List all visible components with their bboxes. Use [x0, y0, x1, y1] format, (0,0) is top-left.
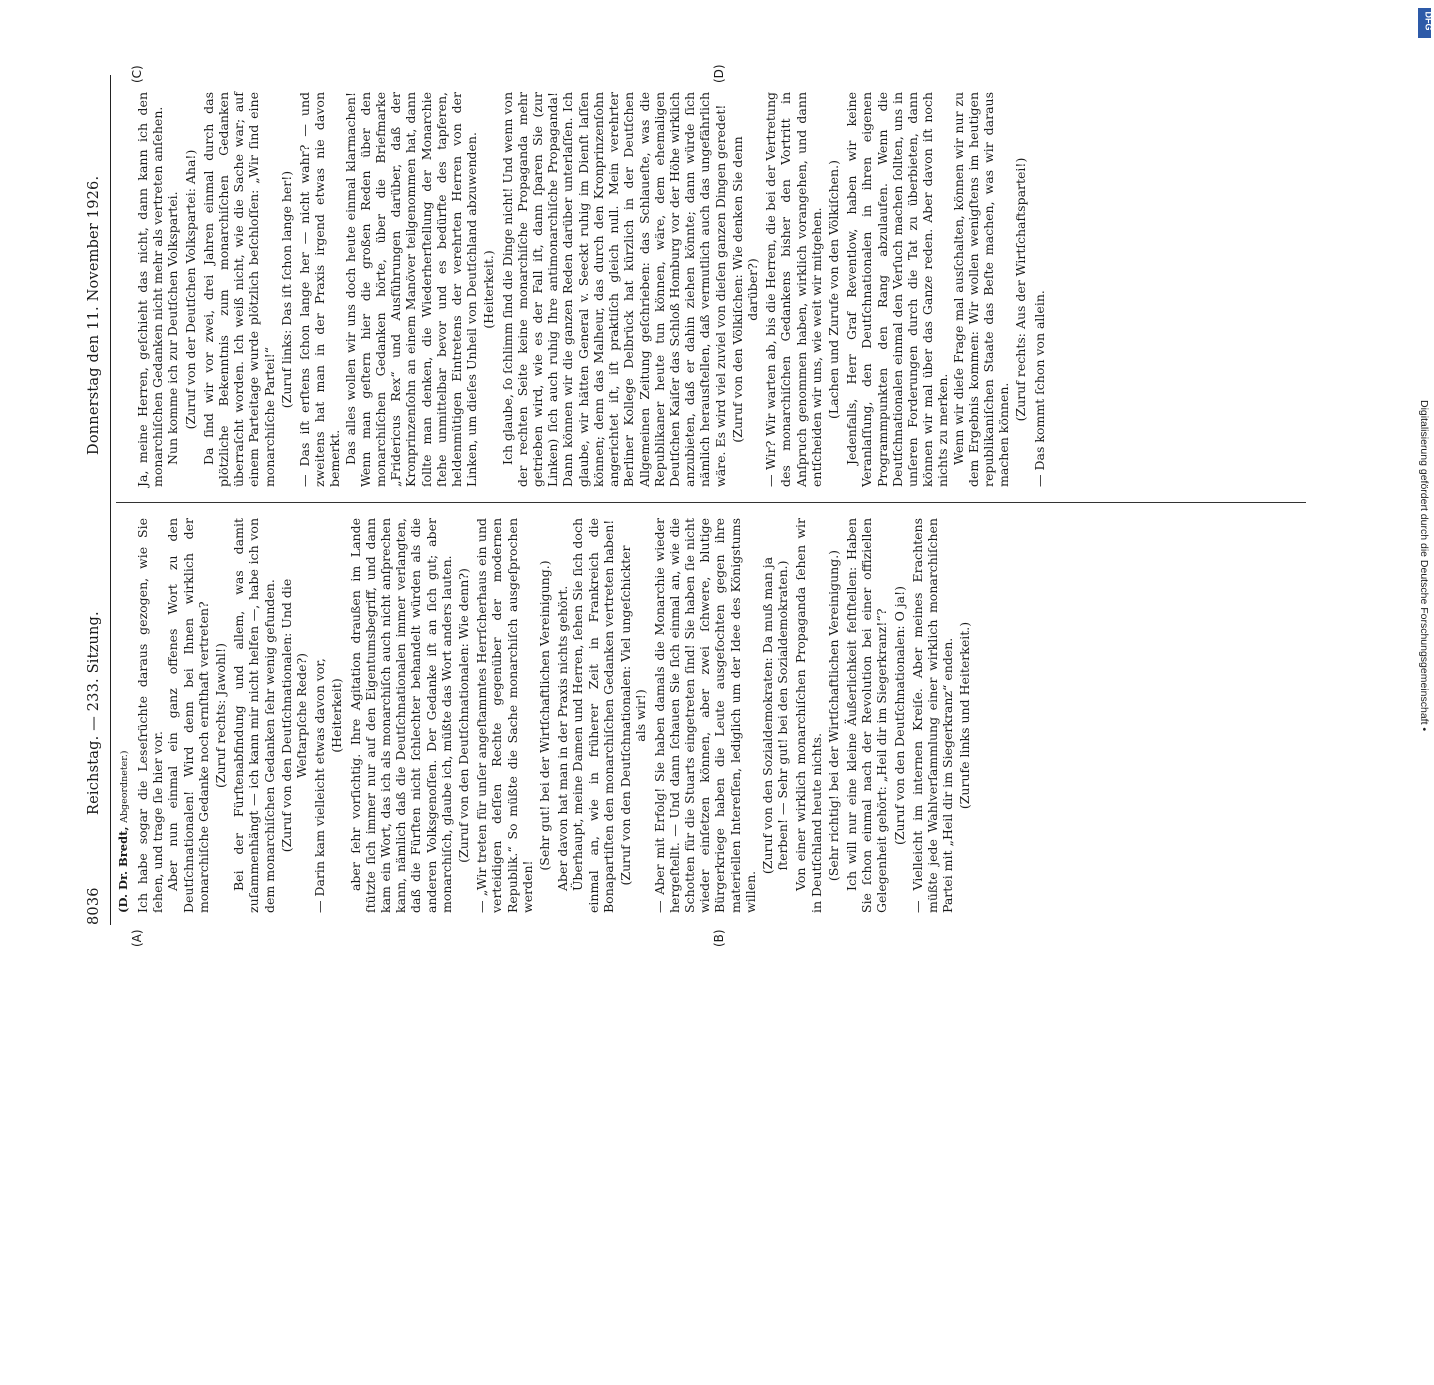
- paragraph: Ja, meine Herren, geſchieht das nicht, dann kann ich den monarchiſchen Gedanken nicht mehr als vertreten anſehen.: [135, 92, 166, 487]
- dfg-logo-text: DFG: [1423, 11, 1434, 31]
- speaker-role: Abgeordneter.): [119, 750, 130, 823]
- header-rule: [110, 75, 111, 925]
- paragraph: Aber nun einmal ein ganz offenes Wort zu den Deutſchnationalen! Wird denn bei Ihnen wirklich der monarchiſche Gedanke noch ernſthaft vertreten?: [165, 518, 211, 913]
- paragraph: — Aber mit Erfolg! Sie haben damals die Monarchie wieder hergeſtellt. — Und dann ſchauen Sie ſich einmal an, wie die Schotten für die Stuarts eingetreten ſind! Sie haben ſie nicht wieder einſetzen können, aber zwei ſchwere, blutige Bürgerkriege haben die Leute ausgefochten gegen ihre materiellen Intereſſen, lediglich um der Idee des Königstums willen.: [651, 518, 758, 913]
- paragraph: — „Wir treten für unſer angeſtammtes Herrſcherhaus ein und verteidigen deſſen Rechte gegenüber der modernen Republik.“ So müßte die Sache monarchiſch ausgeſprochen werden!: [474, 518, 535, 913]
- digitization-strip: [1412, 8, 1432, 993]
- interjection: (Zuruf von den Völkiſchen: Wie denken Sie denn darüber?): [729, 136, 760, 443]
- paragraph: Das alles wollen wir uns doch heute einmal klarmachen! Wenn man geſtern hier die großen Reden über den monarchiſchen Gedanken hörte, über die Briefmarke „Fridericus Rex“ und Ausführungen darüber, daß der Kronprinzenſohn an einem Manöver teilgenommen hat, dann ſollte man denken, die Wiederherſtellung der Monarchie ſtehe unmittelbar bevor und es bedürfte des tapferen, heldenmütigen Eintretens der verehrten Herren von der Linken, um dieſes Unheil von Deutſchland abzuwenden.: [342, 92, 480, 487]
- paragraph: — Vielleicht im internen Kreiſe. Aber meines Erachtens müßte jede Wahlverſammlung einer wirklich monarchiſchen Partei mit „Heil dir im Siegerkranz“ enden.: [909, 518, 956, 913]
- interjection: (Zuruf rechts: Aus der Wirtſchaftspartei!): [1013, 157, 1029, 422]
- interjection: (Zuruf rechts: Jawohl!): [213, 643, 229, 788]
- paragraph: — Das kommt ſchon von allein.: [1031, 290, 1047, 487]
- interjection: (Zuruf von der Deutſchen Volkspartei: Aha!): [182, 149, 198, 430]
- speaker-name: (D. Dr. Bredt,: [116, 826, 130, 913]
- session-title: Reichstag. — 233. Sitzung.: [86, 611, 102, 815]
- interjection: (Zuruf von den Deutſchnationalen: Und die Weſtarpſche Rede?): [278, 578, 310, 853]
- paragraph: — Darin kam vielleicht etwas davon vor,: [312, 658, 328, 913]
- interjection: (Heiterkeit.): [481, 250, 497, 329]
- speaker-label: [116, 750, 130, 913]
- margin-mark-a: (A): [130, 929, 144, 947]
- paragraph: Nun komme ich zur Deutſchen Volkspartei.: [165, 191, 181, 465]
- paragraph: Da ſind wir vor zwei, drei Jahren einmal durch das plötzliche Bekenntnis zum monarchiſchen Gedanken überraſcht worden. Ich weiß nicht, wie die Sache war; auf einem Parteitage wurde plötzlich beſchloſſen: „Wir ſind eine monarchiſche Partei!“: [200, 92, 277, 487]
- page-number: 8036: [86, 887, 102, 925]
- paragraph: Überhaupt, meine Damen und Herren, ſehen Sie ſich doch einmal an, wie in früherer Zeit in Frankreich die Bonapartiſten den monarchiſchen Gedanken vertreten haben!: [570, 518, 616, 913]
- interjection: (Zurufe links und Heiterkeit.): [957, 621, 973, 810]
- paragraph: aber ſehr vorſichtig. Ihre Agitation draußen im Lande ſtützte ſich immer nur auf den Eigentumsbegriff, und dann kam ein Wort, das ich als monarchiſch auch nicht anſprechen kann, nämlich daß die Deutſchnationalen immer verlangten, daß die Fürſten nicht ſchlechter behandelt würden als die anderen Volksgenoſſen. Der Gedanke iſt an ſich gut; aber monarchiſch, glaube ich, müßte das Wort anders lauten.: [347, 518, 454, 913]
- paragraph: Bei der Fürſtenabfindung und allem, was damit zuſammenhängt — ich kann mir nicht helfen —, habe ich von dem monarchiſchen Gedanken ſehr wenig gefunden.: [231, 518, 277, 913]
- paragraph: Ich habe sogar die Leseſrüchte daraus gezogen, wie Sie ſehen, und trage ſie hier vor.: [135, 518, 166, 913]
- document-page: [72, 64, 1392, 947]
- interjection: (Zuruf von den Deutſchnationalen: O ja!): [891, 585, 907, 846]
- paragraph: Ich glaube, ſo ſchlimm ſind die Dinge nicht! Und wenn von der rechten Seite keine monarchiſche Propaganda mehr getrieben wird, wie es der Fall iſt, dann ſparen Sie (zur Linken) ſich auch ruhig Ihre antimonarchiſche Propaganda! Dann können wir die ganzen Reden darüber unterlaſſen. Ich glaube, wir hätten General v. Seeckt ruhig im Dienſt laſſen können; denn das Malheur, das durch den Kronprinzenſohn angerichtet iſt, iſt praktiſch gleich null. Mein verehrter Berliner Kollege Delbrück hat kürzlich in der Deutſchen Allgemeinen Zeitung geſchrieben: das Schlaueſte, was die Republikaner heute tun können, wäre, dem ehemaligen Deutſchen Kaiſer das Schloß Homburg vor der Höhe wirklich anzubieten, daß er dahin ziehen könnte; dann würde ſich nämlich herausſtellen, daß vermutlich auch das ungefährlich wäre. Es wird viel zuviel von dieſen ganzen Dingen geredet!: [499, 92, 728, 487]
- right-column: [132, 92, 1047, 487]
- page-header: [86, 75, 112, 925]
- interjection: (Zuruf von den Deutſchnationalen: Viel ungeſchickter als wir!): [618, 545, 649, 886]
- paragraph: — Wir? Wir warten ab, bis die Herren, die bei der Vertretung des monarchiſchen Gedankens bisher den Vortritt in Anſpruch genommen haben, wirklich vorangehen, und dann entſcheiden wir uns, wie weit wir mitgehen.: [763, 92, 824, 487]
- margin-mark-d: (D): [712, 64, 726, 83]
- interjection: (Zuruf links: Das iſt ſchon lange her!): [278, 170, 294, 409]
- digitization-credit: Digitalisierung gefördert durch die Deutsche Forschungsgemeinschaft •: [1418, 400, 1430, 732]
- paragraph: — Das iſt erſtens ſchon lange her — nicht wahr? — und zweitens hat man in der Praxis irgend etwas nie davon bemerkt.: [297, 92, 343, 487]
- margin-mark-b: (B): [712, 929, 726, 947]
- paragraph: Jedenfalls, Herr Graf Reventlow, haben wir keine Veranlaſſung, den Deutſchnationalen in ihren eigenen Programmpunkten den Rang abzulaufen. Wenn die Deutſchnationalen einmal den Verſuch machen ſollten, uns in unſeren Forderungen durch die Tat zu überbieten, dann können wir mal über das Ganze reden. Aber davon iſt noch nichts zu merken.: [844, 92, 951, 487]
- interjection: (Sehr richtig! bei der Wirtſchaftlichen Vereinigung.): [825, 549, 841, 882]
- paragraph: Wenn wir dieſe Frage mal ausſchalten, können wir nur zu dem Ergebnis kommen: Wir wollen wenigſtens im heutigen republikaniſchen Staate das Beſte machen, was wir daraus machen können.: [950, 92, 1012, 487]
- interjection: (Heiterkeit): [329, 678, 345, 753]
- interjection: (Zuruf von den Sozialdemokraten: Da muß man ja ſterben! — Sehr gut! bei den Sozialdemokraten.): [759, 556, 791, 875]
- session-date: Donnerstag den 11. November 1926.: [86, 175, 102, 455]
- dfg-logo: [1418, 8, 1434, 38]
- interjection: (Lachen und Zurufe von den Völkiſchen.): [825, 160, 841, 419]
- paragraph: Ich will nur eine kleine Äußerlichkeit feſtſtellen: Haben Sie ſchon einmal nach der Revolution bei einer offiziellen Gelegenheit gehört: „Heil dir im Siegerkranz!“?: [843, 518, 890, 913]
- paragraph: Aber davon hat man in der Praxis nichts gehört.: [555, 585, 571, 891]
- paragraph: Von einer wirklich monarchiſchen Propaganda ſehen wir in Deutſchland heute nichts.: [793, 518, 824, 913]
- left-column: [132, 518, 976, 913]
- interjection: (Zuruf von den Deutſchnationalen: Wie denn?): [456, 568, 472, 863]
- column-divider: [116, 502, 1306, 503]
- margin-mark-c: (C): [130, 65, 144, 83]
- interjection: (Sehr gut! bei der Wirtſchaftlichen Vereinigung.): [537, 560, 553, 871]
